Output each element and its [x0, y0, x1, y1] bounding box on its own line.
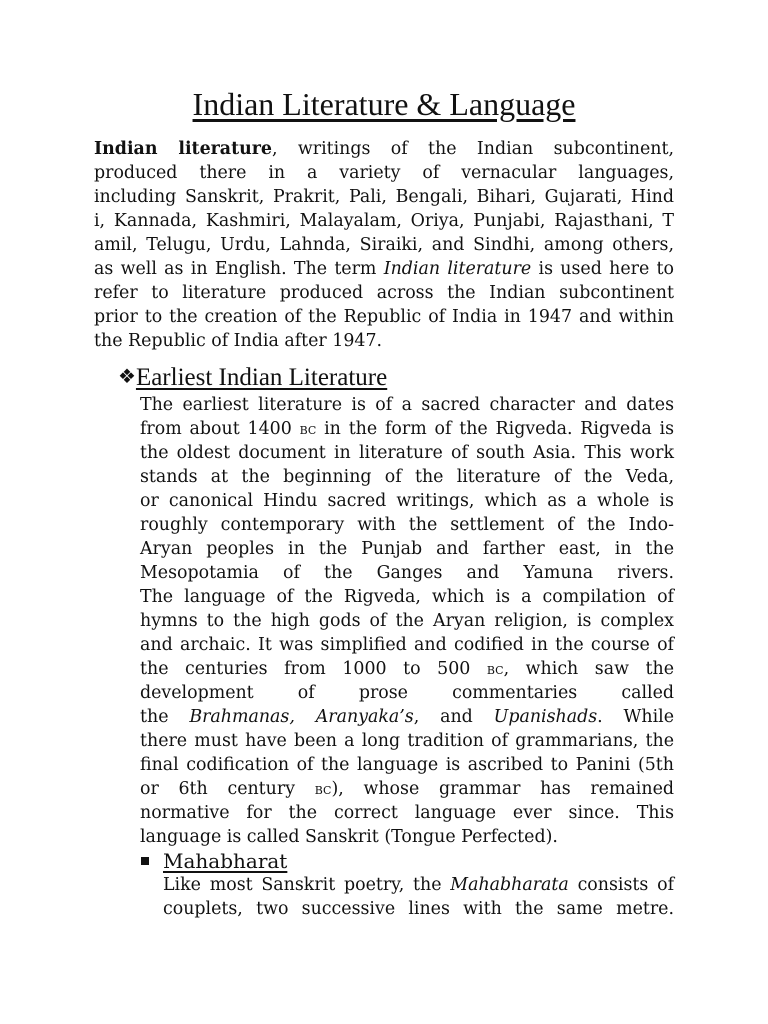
- section-line: or canonical Hindu sacred writings, which as a whole is: [140, 491, 674, 511]
- subsection-heading-text: Mahabharat: [163, 849, 288, 873]
- section-line: and archaic. It was simplified and codified in the course of: [140, 635, 674, 655]
- intro-line: produced there in a variety of vernacular languages,: [94, 163, 674, 183]
- section-line: The language of the Rigveda, which is a compilation of: [140, 587, 674, 607]
- intro-line: as well as in English. The term Indian literature is used here to: [94, 259, 674, 279]
- section-line: development of prose commentaries called: [140, 683, 674, 703]
- section-line: the centuries from 1000 to 500 BC, which saw the: [140, 659, 674, 679]
- section-line: language is called Sanskrit (Tongue Perfected).: [140, 827, 558, 847]
- intro-line: including Sanskrit, Prakrit, Pali, Bengali, Bihari, Gujarati, Hind: [94, 187, 674, 207]
- section-line: there must have been a long tradition of grammarians, the: [140, 731, 674, 751]
- square-bullet-icon: [141, 857, 149, 865]
- section-line: or 6th century BC), whose grammar has remained: [140, 779, 674, 799]
- section-line: normative for the correct language ever since. This: [140, 803, 674, 823]
- bold-term: Indian literature: [94, 139, 272, 159]
- section-line: the oldest document in literature of south Asia. This work: [140, 443, 674, 463]
- intro-line: amil, Telugu, Urdu, Lahnda, Siraiki, and Sindhi, among others,: [94, 235, 674, 255]
- page-title: Indian Literature & Language: [192, 86, 576, 122]
- intro-line: the Republic of India after 1947.: [94, 331, 383, 351]
- section-line: Mesopotamia of the Ganges and Yamuna rivers.: [140, 563, 674, 583]
- section-line: The earliest literature is of a sacred character and dates: [140, 395, 674, 415]
- section-line: stands at the beginning of the literature of the Veda,: [140, 467, 674, 487]
- subsection-line: couplets, two successive lines with the same metre.: [163, 899, 674, 919]
- subsection-heading: [141, 849, 287, 873]
- section-line: from about 1400 BC in the form of the Rigveda. Rigveda is: [140, 419, 674, 439]
- diamond-bullet-icon: ❖: [118, 366, 136, 388]
- intro-line: Indian literature, writings of the Indian subcontinent,: [94, 139, 674, 159]
- intro-line: i, Kannada, Kashmiri, Malayalam, Oriya, Punjabi, Rajasthani, T: [94, 211, 674, 231]
- section-line: Aryan peoples in the Punjab and farther east, in the: [140, 539, 674, 559]
- section-heading: [118, 364, 387, 393]
- intro-line: prior to the creation of the Republic of India in 1947 and within: [94, 307, 674, 327]
- section-line: roughly contemporary with the settlement of the Indo-: [140, 515, 674, 535]
- section-line: final codification of the language is ascribed to Panini (5th: [140, 755, 674, 775]
- section-heading-text: Earliest Indian Literature: [135, 364, 388, 391]
- section-line: the Brahmanas, Aranyaka’s, and Upanishads. While: [140, 707, 675, 727]
- subsection-line: Like most Sanskrit poetry, the Mahabharata consists of: [163, 875, 675, 895]
- section-line: hymns to the high gods of the Aryan religion, is complex: [140, 611, 674, 631]
- intro-line: refer to literature produced across the Indian subcontinent: [94, 283, 674, 303]
